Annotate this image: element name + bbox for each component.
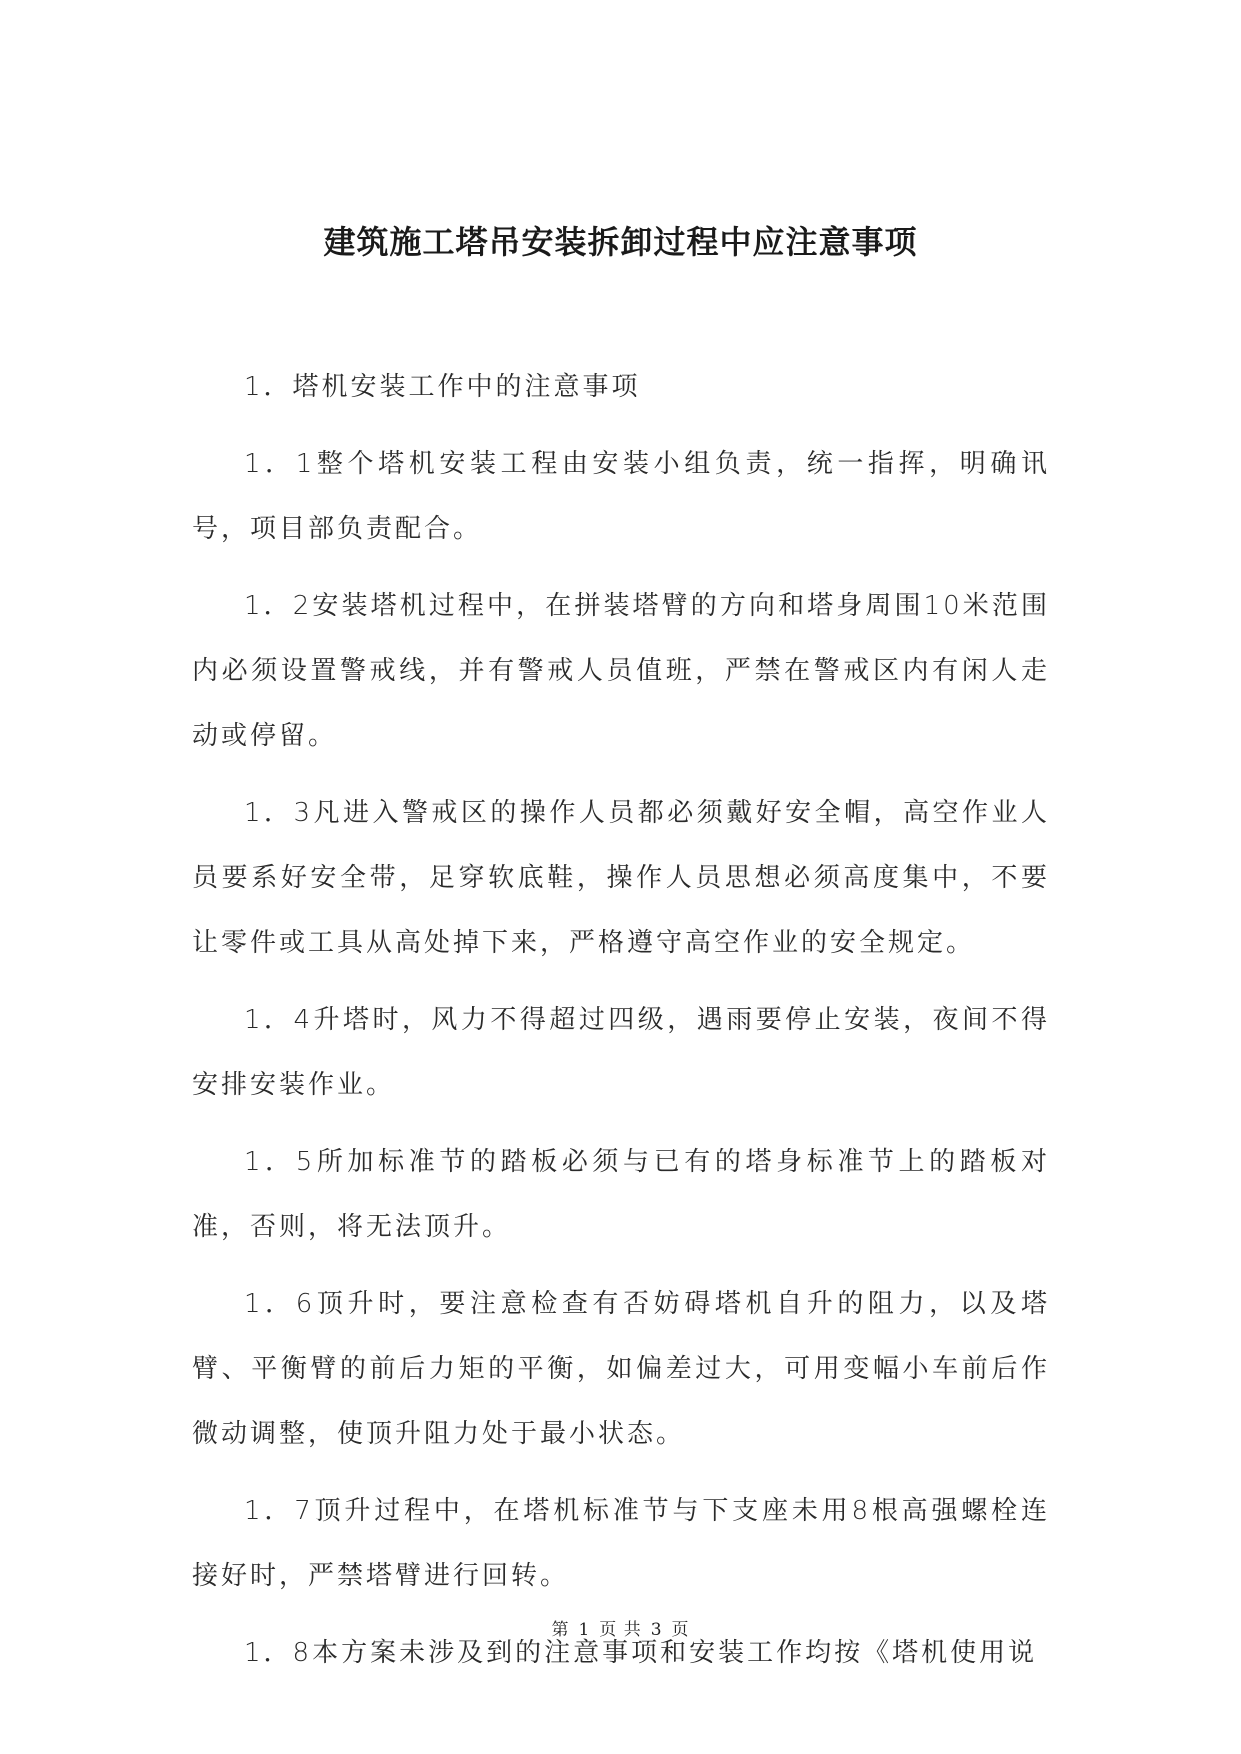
footer-suffix: 页 bbox=[671, 1620, 690, 1640]
paragraph: 1．7顶升过程中，在塔机标准节与下支座未用8根高强螺栓连接好时，严禁塔臂进行回转。 bbox=[192, 1496, 1050, 1591]
paragraph: 1．6顶升时，要注意检查有否妨碍塔机自升的阻力，以及塔臂、平衡臂的前后力矩的平衡，如偏差过大，可用变幅小车前后作微动调整，使顶升阻力处于最小状态。 bbox=[192, 1289, 1050, 1449]
paragraph: 1．2安装塔机过程中，在拼装塔臂的方向和塔身周围10米范围内必须设置警戒线，并有警戒人员值班，严禁在警戒区内有闲人走动或停留。 bbox=[192, 591, 1050, 751]
footer-prefix: 第 bbox=[551, 1620, 570, 1640]
document-body bbox=[192, 355, 1050, 1698]
footer-current-page: 1 bbox=[578, 1620, 591, 1640]
footer-total-pages: 3 bbox=[650, 1620, 663, 1640]
footer-middle: 页 共 bbox=[599, 1620, 642, 1640]
paragraph: 1．塔机安装工作中的注意事项 bbox=[244, 372, 641, 402]
paragraph: 1．1整个塔机安装工程由安装小组负责，统一指挥，明确讯号，项目部负责配合。 bbox=[192, 449, 1050, 544]
page-footer bbox=[0, 1618, 1241, 1642]
document-title: 建筑施工塔吊安装拆卸过程中应注意事项 bbox=[323, 223, 918, 261]
paragraph: 1．3凡进入警戒区的操作人员都必须戴好安全帽，高空作业人员要系好安全带，足穿软底鞋，操作人员思想必须高度集中，不要让零件或工具从高处掉下来，严格遵守高空作业的安全规定。 bbox=[192, 798, 1050, 958]
paragraph: 1．8本方案未涉及到的注意事项和安装工作均按《塔机使用说 bbox=[244, 1638, 1038, 1668]
paragraph: 1．4升塔时，风力不得超过四级，遇雨要停止安装，夜间不得安排安装作业。 bbox=[192, 1005, 1050, 1100]
paragraph: 1．5所加标准节的踏板必须与已有的塔身标准节上的踏板对准，否则，将无法顶升。 bbox=[192, 1147, 1050, 1242]
